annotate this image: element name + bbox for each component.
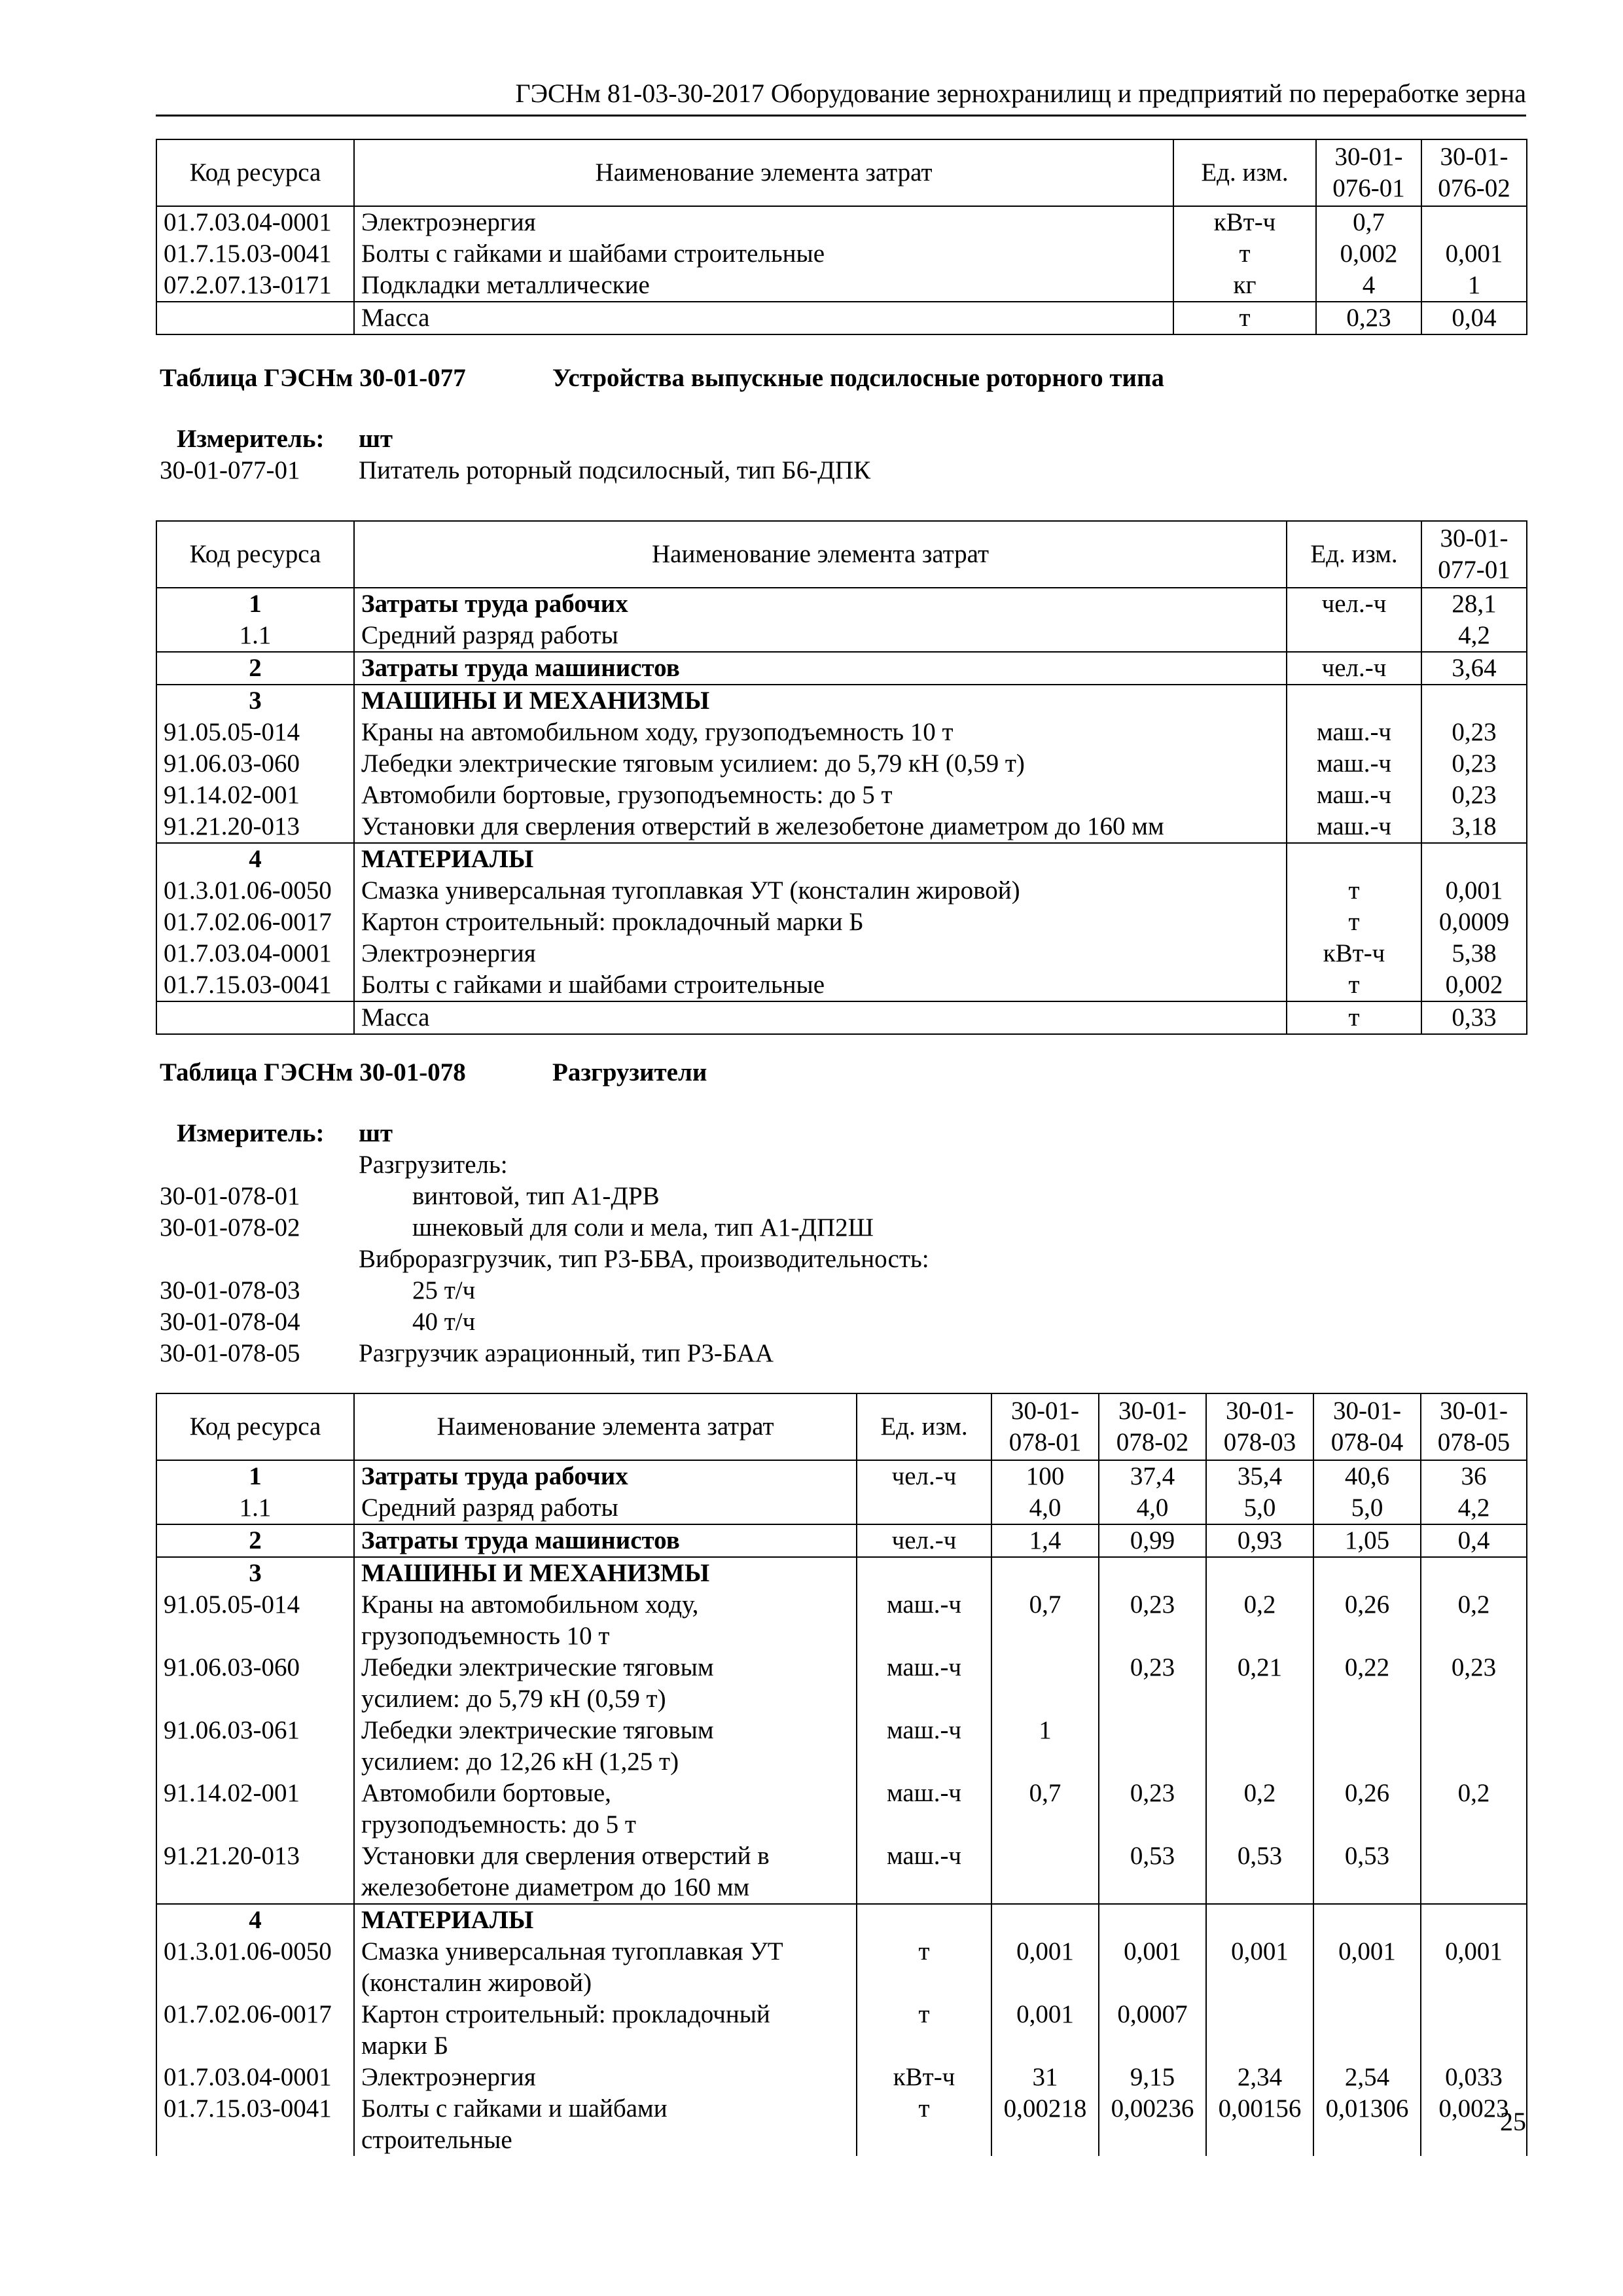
table-row [156,685,1527,717]
work-item-text: винтовой, тип А1-ДРВ [412,1182,660,1210]
resource-code [156,302,354,334]
table-row [156,843,1527,875]
value-cell [1313,1715,1421,1778]
value-cell [1421,1557,1527,1589]
resource-code: 01.7.03.04-0001 [156,2062,354,2093]
table-row [156,1460,1527,1492]
resource-code: 01.7.15.03-0041 [156,969,354,1001]
table-row [156,1778,1527,1840]
value-cell: 3,18 [1421,811,1527,843]
meter-label-078: Измеритель: [177,1119,325,1147]
table-row [156,780,1527,811]
column-header: 30-01- 076-02 [1421,139,1527,206]
resource-code: 2 [156,652,354,685]
table-row [156,206,1527,238]
value-cell: 0,04 [1421,302,1527,334]
table-30-01-078 [156,1393,1527,2156]
value-cell: 0,2 [1421,1589,1527,1652]
value-cell: 0,53 [1313,1840,1421,1904]
value-cell: 5,0 [1206,1492,1313,1524]
resource-code: 07.2.07.13-0171 [156,270,354,302]
value-cell: 0,4 [1421,1524,1527,1557]
resource-code: 91.21.20-013 [156,811,354,843]
resource-code: 91.06.03-060 [156,1652,354,1715]
cost-element-name: Средний разряд работы [354,620,1287,652]
unit [1287,843,1421,875]
column-header: Наименование элемента затрат [354,139,1173,206]
value-cell: 0,7 [991,1778,1099,1840]
value-cell: 0,23 [1099,1589,1206,1652]
cost-element-name: Картон строительный: прокладочный марки Б [354,906,1287,938]
value-cell: 2,54 [1313,2062,1421,2093]
value-cell: 0,001 [991,1999,1099,2062]
value-cell: 0,7 [1316,206,1421,238]
cost-element-name: Автомобили бортовые, грузоподъемность: до 5 т [354,1778,857,1840]
value-cell: 1,4 [991,1524,1099,1557]
cost-element-name: Болты с гайками и шайбами строительные [354,969,1287,1001]
table-row [156,2062,1527,2093]
cost-element-name: Электроэнергия [354,938,1287,969]
cost-element-name: МАШИНЫ И МЕХАНИЗМЫ [354,1557,857,1589]
unit: чел.-ч [1287,652,1421,685]
value-cell [1099,1904,1206,1936]
value-cell: 5,0 [1313,1492,1421,1524]
value-cell: 0,53 [1099,1840,1206,1904]
cost-element-name: Затраты труда машинистов [354,1524,857,1557]
unit: т [857,2093,991,2156]
resource-code: 91.06.03-061 [156,1715,354,1778]
unit: маш.-ч [857,1589,991,1652]
table-row [156,652,1527,685]
value-cell: 35,4 [1206,1460,1313,1492]
value-cell: 100 [991,1460,1099,1492]
cost-element-name: Установки для сверления отверстий в железобетоне диаметром до 160 мм [354,1840,857,1904]
cost-element-name: Электроэнергия [354,206,1173,238]
work-item-code: 30-01-078-04 [160,1308,300,1336]
table-row [156,2093,1527,2156]
cost-element-name: МАТЕРИАЛЫ [354,843,1287,875]
value-cell: 4,0 [1099,1492,1206,1524]
value-cell: 40,6 [1313,1460,1421,1492]
value-cell: 0,21 [1206,1652,1313,1715]
table-row [156,1999,1527,2062]
value-cell: 0,033 [1421,2062,1527,2093]
unit: чел.-ч [857,1524,991,1557]
value-cell: 36 [1421,1460,1527,1492]
cost-element-name: Затраты труда рабочих [354,588,1287,620]
value-cell: 1 [991,1715,1099,1778]
column-header: Наименование элемента затрат [354,521,1287,588]
unit: кг [1173,270,1316,302]
column-header: Наименование элемента затрат [354,1393,857,1460]
resource-code: 91.05.05-014 [156,717,354,748]
value-cell: 0,23 [1099,1778,1206,1840]
unit [1287,620,1421,652]
value-cell: 0,93 [1206,1524,1313,1557]
resource-code: 91.05.05-014 [156,1589,354,1652]
table-label-077: Таблица ГЭСНм 30-01-077 [160,364,466,392]
resource-code: 1 [156,1460,354,1492]
cost-element-name: Затраты труда машинистов [354,652,1287,685]
column-header: Код ресурса [156,139,354,206]
cost-element-name: Автомобили бортовые, грузоподъемность: до 5 т [354,780,1287,811]
unit: т [1287,969,1421,1001]
table-row [156,1840,1527,1904]
resource-code: 2 [156,1524,354,1557]
value-cell: 4,2 [1421,1492,1527,1524]
meter-label-077: Измеритель: [177,425,325,453]
table-row [156,875,1527,906]
value-cell: 0,001 [1421,875,1527,906]
table-header-row [156,139,1527,206]
resource-code: 01.7.03.04-0001 [156,206,354,238]
cost-element-name: Болты с гайками и шайбами строительные [354,2093,857,2156]
table-30-01-076 [156,139,1527,335]
meter-value-077: шт [359,425,393,453]
value-cell: 4,0 [991,1492,1099,1524]
column-header: 30-01- 078-05 [1421,1393,1527,1460]
unit: т [857,1999,991,2062]
value-cell [1313,1904,1421,1936]
unit: т [1173,238,1316,270]
value-cell: 0,26 [1313,1589,1421,1652]
value-cell: 0,001 [1099,1936,1206,1999]
unit: маш.-ч [1287,748,1421,780]
value-cell: 0,2 [1206,1589,1313,1652]
resource-code: 3 [156,685,354,717]
value-cell: 4,2 [1421,620,1527,652]
value-cell [1421,843,1527,875]
resource-code: 4 [156,843,354,875]
value-cell: 9,15 [1099,2062,1206,2093]
unit: маш.-ч [1287,811,1421,843]
table-row [156,1936,1527,1999]
cost-element-name: Средний разряд работы [354,1492,857,1524]
cost-element-name: Краны на автомобильном ходу, грузоподъемность 10 т [354,1589,857,1652]
work-item-code: 30-01-078-05 [160,1339,300,1367]
value-cell: 0,001 [1313,1936,1421,1999]
value-cell: 0,2 [1206,1778,1313,1840]
resource-code: 3 [156,1557,354,1589]
resource-code: 01.7.02.06-0017 [156,906,354,938]
cost-element-name: Лебедки электрические тяговым усилием: до 5,79 кН (0,59 т) [354,748,1287,780]
table-header-row [156,1393,1527,1460]
table-row [156,1715,1527,1778]
value-cell: 0,23 [1421,780,1527,811]
value-cell: 0,001 [991,1936,1099,1999]
value-cell: 0,001 [1206,1936,1313,1999]
unit: маш.-ч [1287,780,1421,811]
work-item-text: 40 т/ч [412,1308,476,1336]
work-item-text: Разгрузчик аэрационный, тип Р3-БАА [359,1339,774,1367]
work-item-text: Разгрузитель: [359,1151,508,1179]
cost-element-name: МАТЕРИАЛЫ [354,1904,857,1936]
cost-element-name: Краны на автомобильном ходу, грузоподъемность 10 т [354,717,1287,748]
table-title-077: Устройства выпускные подсилосные роторного типа [552,364,1164,392]
cost-element-name: Смазка универсальная тугоплавкая УТ (консталин жировой) [354,875,1287,906]
value-cell [1099,1715,1206,1778]
resource-code: 1 [156,588,354,620]
work-item-code: 30-01-078-02 [160,1213,300,1242]
unit: чел.-ч [1287,588,1421,620]
table-row [156,1492,1527,1524]
resource-code: 01.7.15.03-0041 [156,238,354,270]
resource-code: 1.1 [156,1492,354,1524]
table-label-078: Таблица ГЭСНм 30-01-078 [160,1058,466,1086]
column-header: 30-01- 076-01 [1316,139,1421,206]
unit [1287,685,1421,717]
value-cell: 28,1 [1421,588,1527,620]
work-item-text: 25 т/ч [412,1276,476,1304]
resource-code: 01.3.01.06-0050 [156,1936,354,1999]
value-cell: 2,34 [1206,2062,1313,2093]
unit: маш.-ч [1287,717,1421,748]
resource-code: 91.21.20-013 [156,1840,354,1904]
cost-element-name: Подкладки металлические [354,270,1173,302]
work-item-text: Питатель роторный подсилосный, тип Б6-ДПК [359,456,871,484]
cost-element-name: Установки для сверления отверстий в железобетоне диаметром до 160 мм [354,811,1287,843]
value-cell: 0,00236 [1099,2093,1206,2156]
value-cell: 3,64 [1421,652,1527,685]
table-row [156,748,1527,780]
table-row [156,811,1527,843]
unit [857,1557,991,1589]
column-header: 30-01- 078-01 [991,1393,1099,1460]
resource-code: 01.7.03.04-0001 [156,938,354,969]
resource-code: 1.1 [156,620,354,652]
resource-code: 01.7.02.06-0017 [156,1999,354,2062]
unit: кВт-ч [1287,938,1421,969]
value-cell: 0,99 [1099,1524,1206,1557]
cost-element-name: Картон строительный: прокладочный марки Б [354,1999,857,2062]
value-cell [1206,1999,1313,2062]
table-30-01-077 [156,520,1527,1035]
cost-element-name: Смазка универсальная тугоплавкая УТ (консталин жировой) [354,1936,857,1999]
value-cell: 0,23 [1316,302,1421,334]
value-cell: 0,00218 [991,2093,1099,2156]
value-cell: 0,7 [991,1589,1099,1652]
column-header: 30-01- 077-01 [1421,521,1527,588]
resource-code: 91.14.02-001 [156,1778,354,1840]
resource-code: 91.06.03-060 [156,748,354,780]
value-cell: 0,33 [1421,1001,1527,1034]
value-cell: 0,002 [1316,238,1421,270]
value-cell: 0,22 [1313,1652,1421,1715]
column-header: Код ресурса [156,1393,354,1460]
table-row [156,302,1527,334]
unit [857,1904,991,1936]
unit: кВт-ч [1173,206,1316,238]
resource-code [156,1001,354,1034]
value-cell [1421,1715,1527,1778]
table-row [156,969,1527,1001]
table-row [156,270,1527,302]
value-cell: 0,0009 [1421,906,1527,938]
resource-code: 01.7.15.03-0041 [156,2093,354,2156]
cost-element-name: Масса [354,1001,1287,1034]
value-cell [1421,206,1527,238]
meter-value-078: шт [359,1119,393,1147]
value-cell: 0,53 [1206,1840,1313,1904]
work-item-text: шнековый для соли и мела, тип А1-ДП2Ш [412,1213,874,1242]
value-cell: 0,26 [1313,1778,1421,1840]
value-cell [991,1840,1099,1904]
table-row [156,1904,1527,1936]
unit: т [1173,302,1316,334]
work-item-text: Виброразгрузчик, тип Р3-БВА, производительность: [359,1245,929,1273]
value-cell: 0,001 [1421,238,1527,270]
unit: маш.-ч [857,1652,991,1715]
table-header-row [156,521,1527,588]
value-cell: 0,002 [1421,969,1527,1001]
table-row [156,906,1527,938]
value-cell: 31 [991,2062,1099,2093]
value-cell [1099,1557,1206,1589]
table-row [156,1652,1527,1715]
table-title-078: Разгрузители [552,1058,707,1086]
table-row [156,1001,1527,1034]
unit: т [1287,1001,1421,1034]
value-cell [991,1904,1099,1936]
resource-code: 4 [156,1904,354,1936]
page-header: ГЭСНм 81-03-30-2017 Оборудование зернохранилищ и предприятий по переработке зерна [156,75,1526,117]
unit: чел.-ч [857,1460,991,1492]
value-cell: 37,4 [1099,1460,1206,1492]
work-item-code: 30-01-078-03 [160,1276,300,1304]
value-cell [1206,1904,1313,1936]
table-row [156,1524,1527,1557]
table-row [156,620,1527,652]
value-cell [991,1557,1099,1589]
value-cell: 0,01306 [1313,2093,1421,2156]
value-cell [1313,1557,1421,1589]
value-cell: 0,2 [1421,1778,1527,1840]
value-cell: 0,001 [1421,1936,1527,1999]
value-cell: 0,23 [1099,1652,1206,1715]
column-header: Ед. изм. [1287,521,1421,588]
unit: т [1287,875,1421,906]
table-row [156,238,1527,270]
value-cell [1206,1557,1313,1589]
cost-element-name: Болты с гайками и шайбами строительные [354,238,1173,270]
resource-code: 91.14.02-001 [156,780,354,811]
value-cell [1206,1715,1313,1778]
unit: кВт-ч [857,2062,991,2093]
column-header: Ед. изм. [857,1393,991,1460]
value-cell: 0,23 [1421,717,1527,748]
value-cell [1421,1904,1527,1936]
page-number: 25 [1500,2107,1526,2136]
value-cell: 0,23 [1421,748,1527,780]
table-row [156,588,1527,620]
column-header: 30-01- 078-03 [1206,1393,1313,1460]
value-cell: 0,0007 [1099,1999,1206,2062]
cost-element-name: Электроэнергия [354,2062,857,2093]
column-header: Код ресурса [156,521,354,588]
cost-element-name: Масса [354,302,1173,334]
value-cell [1421,1999,1527,2062]
value-cell: 0,00156 [1206,2093,1313,2156]
value-cell: 5,38 [1421,938,1527,969]
value-cell [1421,1840,1527,1904]
value-cell: 0,23 [1421,1652,1527,1715]
cost-element-name: МАШИНЫ И МЕХАНИЗМЫ [354,685,1287,717]
work-item-code: 30-01-077-01 [160,456,300,484]
value-cell: 1 [1421,270,1527,302]
value-cell [991,1652,1099,1715]
column-header: 30-01- 078-04 [1313,1393,1421,1460]
cost-element-name: Лебедки электрические тяговым усилием: до 12,26 кН (1,25 т) [354,1715,857,1778]
unit [857,1492,991,1524]
value-cell [1421,685,1527,717]
table-row [156,1557,1527,1589]
table-row [156,938,1527,969]
value-cell: 0,0023 [1421,2093,1527,2156]
unit: т [1287,906,1421,938]
value-cell: 4 [1316,270,1421,302]
work-item-code: 30-01-078-01 [160,1182,300,1210]
unit: маш.-ч [857,1840,991,1904]
resource-code: 01.3.01.06-0050 [156,875,354,906]
unit: т [857,1936,991,1999]
cost-element-name: Лебедки электрические тяговым усилием: до 5,79 кН (0,59 т) [354,1652,857,1715]
column-header: Ед. изм. [1173,139,1316,206]
unit: маш.-ч [857,1715,991,1778]
column-header: 30-01- 078-02 [1099,1393,1206,1460]
value-cell: 1,05 [1313,1524,1421,1557]
table-row [156,1589,1527,1652]
table-row [156,717,1527,748]
unit: маш.-ч [857,1778,991,1840]
value-cell [1313,1999,1421,2062]
cost-element-name: Затраты труда рабочих [354,1460,857,1492]
